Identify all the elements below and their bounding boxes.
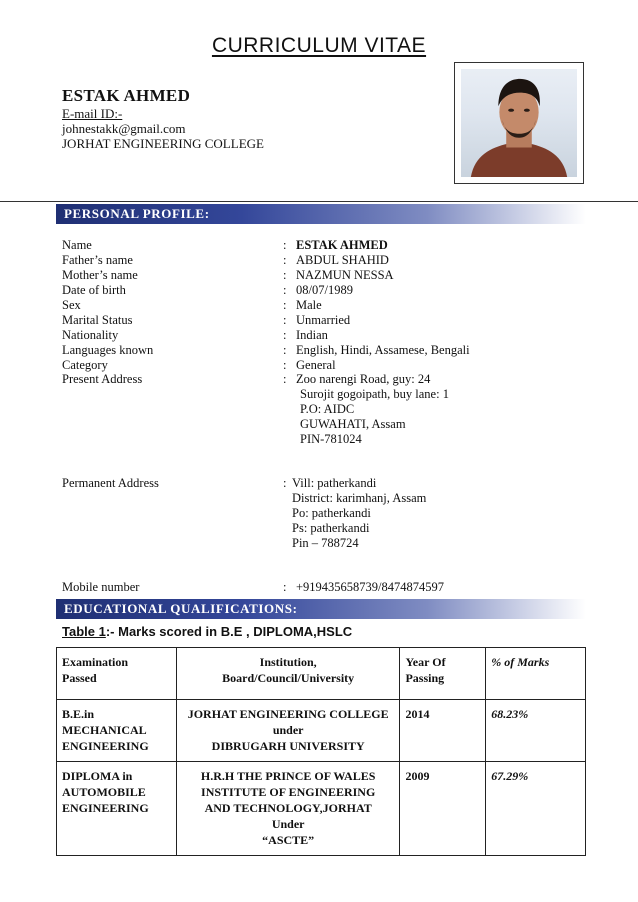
header-text: Examination	[62, 655, 129, 669]
value-mother: NAZMUN NESSA	[296, 268, 394, 282]
colon: :	[283, 328, 287, 342]
cell-text: DIPLOMA in	[62, 768, 133, 783]
candidate-name: ESTAK AHMED	[62, 86, 191, 105]
cell-institution	[176, 761, 400, 855]
cell-text: Under	[271, 817, 305, 832]
email-address: johnestakk@gmail.com	[62, 121, 186, 136]
value-nationality: Indian	[296, 328, 328, 342]
value-mobile: +919435658739/8474874597	[296, 580, 445, 594]
header-divider	[0, 201, 638, 202]
table-header-row	[57, 648, 586, 700]
cell-text: INSTITUTE OF ENGINEERING	[201, 784, 376, 799]
label-languages: Languages known	[62, 343, 154, 357]
marks-table	[56, 647, 586, 856]
colon: :	[283, 476, 287, 490]
cell-text: “ASCTE”	[262, 833, 315, 848]
cell-text: MECHANICAL	[62, 723, 147, 738]
cell-text: ENGINEERING	[62, 739, 149, 754]
permanent-address-line: District: karimhanj, Assam	[292, 491, 427, 505]
cell-text: under	[272, 723, 304, 738]
permanent-address-line1: Vill: patherkandi	[292, 476, 377, 490]
label-sex: Sex	[62, 298, 81, 312]
profile-photo	[461, 69, 577, 177]
section-heading-education: EDUCATIONAL QUALIFICATIONS:	[56, 599, 586, 619]
cell-exam	[57, 700, 177, 762]
cell-text: JORHAT ENGINEERING COLLEGE	[187, 707, 389, 721]
present-address-line: Surojit gogoipath, buy lane: 1	[300, 387, 449, 401]
table-caption-number: Table 1	[62, 624, 106, 639]
colon: :	[283, 372, 287, 386]
label-marital-status: Marital Status	[62, 313, 133, 327]
value-marital-status: Unmarried	[296, 313, 351, 327]
cell-text: AND TECHNOLOGY,JORHAT	[204, 800, 372, 815]
label-name: Name	[62, 238, 92, 252]
value-name: ESTAK AHMED	[296, 238, 388, 252]
cell-text: B.E.in	[62, 707, 95, 721]
cell-text: H.R.H THE PRINCE OF WALES	[200, 768, 376, 783]
header-text: Year Of	[405, 655, 446, 669]
cell-institution	[176, 700, 400, 762]
colon: :	[283, 283, 287, 297]
colon: :	[283, 238, 287, 252]
header-text: Passing	[405, 671, 445, 686]
cell-marks: 68.23%	[486, 700, 586, 762]
colon: :	[283, 253, 287, 267]
cell-year: 2009	[400, 761, 486, 855]
section-heading-personal: PERSONAL PROFILE:	[56, 204, 586, 224]
colon: :	[283, 298, 287, 312]
table-caption	[62, 624, 352, 639]
value-sex: Male	[296, 298, 322, 312]
label-father: Father’s name	[62, 253, 133, 267]
colon: :	[283, 580, 287, 594]
cell-text: ENGINEERING	[62, 800, 149, 815]
permanent-address-line: Ps: patherkandi	[292, 521, 370, 535]
cell-marks: 67.29%	[486, 761, 586, 855]
value-dob: 08/07/1989	[296, 283, 353, 297]
header-text: Institution,	[259, 655, 317, 669]
label-present-address: Present Address	[62, 372, 143, 386]
colon: :	[283, 268, 287, 282]
table-caption-text: :- Marks scored in B.E , DIPLOMA,HSLC	[105, 624, 353, 639]
label-mobile: Mobile number	[62, 580, 140, 594]
profile-photo-frame	[454, 62, 584, 184]
colon: :	[283, 343, 287, 357]
value-present-address-line1: Zoo narengi Road, guy: 24	[296, 372, 431, 386]
header-text: Board/Council/University	[222, 671, 355, 686]
cell-text: DIBRUGARH UNIVERSITY	[211, 739, 365, 754]
label-permanent-address: Permanent Address	[62, 476, 159, 490]
cell-text: AUTOMOBILE	[62, 784, 146, 799]
header-text: Passed	[62, 671, 97, 686]
present-address-line: P.O: AIDC	[300, 402, 355, 416]
cell-exam	[57, 761, 177, 855]
value-father: ABDUL SHAHID	[296, 253, 389, 267]
table-row	[57, 700, 586, 762]
present-address-line: GUWAHATI, Assam	[300, 417, 406, 431]
colon: :	[283, 358, 287, 372]
table-row	[57, 761, 586, 855]
label-nationality: Nationality	[62, 328, 119, 342]
permanent-address-line: Po: patherkandi	[292, 506, 371, 520]
email-label: E-mail ID:-	[62, 106, 123, 121]
header-institution	[176, 648, 400, 700]
value-languages: English, Hindi, Assamese, Bengali	[296, 343, 470, 357]
permanent-address-line: Pin – 788724	[292, 536, 359, 550]
present-address-line: PIN-781024	[300, 432, 362, 446]
document-title: CURRICULUM VITAE	[211, 34, 427, 57]
label-dob: Date of birth	[62, 283, 126, 297]
cell-year: 2014	[400, 700, 486, 762]
college-name: JORHAT ENGINEERING COLLEGE	[62, 136, 264, 151]
label-category: Category	[62, 358, 108, 372]
header-year	[400, 648, 486, 700]
label-mother: Mother’s name	[62, 268, 138, 282]
colon: :	[283, 313, 287, 327]
header-examination	[57, 648, 177, 700]
value-category: General	[296, 358, 336, 372]
header-marks: % of Marks	[486, 648, 586, 700]
